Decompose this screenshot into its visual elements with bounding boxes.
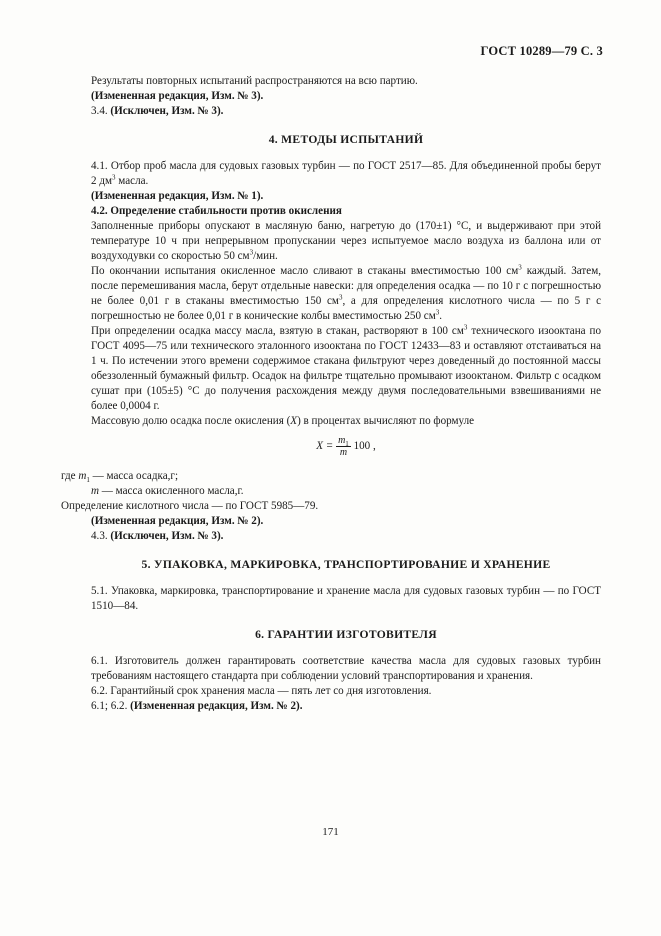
formula xyxy=(91,435,601,465)
clause-4-2-para-3: При определении осадка массу масла, взятую в стакан, растворяют в 100 $см^3$ технического изооктана по ГОСТ 4095—75 или технического эталонного изооктана по ГОСТ 12433—83 и оставляют отстаиваться на 1 ч. По истечении этого времени содержимое стакана фильтруют через доведенный до постоянной массы обеззоленный бумажный фильтр. Осадок на фильтре тщательно промывают изооктаном. Фильтр с осадком сушат при (105±5) °С до получения расхождения между двумя последовательными взвешиваниями не более 0,0004 г. xyxy=(91,323,601,412)
clause-5-1: 5.1. Упаковка, маркировка, транспортирование и хранение масла для судовых газовых турбин — по ГОСТ 1510—84. xyxy=(91,585,601,612)
page-number: 171 xyxy=(322,826,339,838)
clause-6-amend: 6.1; 6.2. (Измененная редакция, Изм. № 2). xyxy=(91,700,303,712)
clause-4-3: 4.3. (Исключен, Изм. № 3). xyxy=(91,530,224,542)
formula-rhs: 100 , xyxy=(353,440,376,453)
section-4-heading: 4. МЕТОДЫ ИСПЫТАНИЙ xyxy=(268,133,424,146)
page-header: ГОСТ 10289—79 С. 3 xyxy=(480,44,603,58)
clause-6-1: 6.1. Изготовитель должен гарантировать соответствие качества масла для судовых газовых турбин требованиям настоящего стандарта при соблюдении условий транспортирования и хранения. xyxy=(91,655,601,682)
amendment-note: (Измененная редакция, Изм. № 2). xyxy=(91,515,264,527)
formula-lhs: X = xyxy=(316,440,334,453)
clause-4-2-para-4: Массовую долю осадка после окисления (X) в процентах вычисляют по формуле xyxy=(91,415,475,427)
paragraph-results: Результаты повторных испытаний распространяются на всю партию. xyxy=(91,75,418,87)
formula-fraction: $\frac{m_1}{m}$ xyxy=(338,435,349,458)
formula-legend-m1: где $m_1$ — масса осадка,г; xyxy=(61,470,179,485)
section-5-heading: 5. УПАКОВКА, МАРКИРОВКА, ТРАНСПОРТИРОВАНИЕ И ХРАНЕНИЕ xyxy=(141,558,551,571)
clause-3-4: 3.4. (Исключен, Изм. № 3). xyxy=(91,105,224,117)
clause-4-2-para-1: Заполненные приборы опускают в масляную баню, нагретую до (170±1) °С, и выдерживают при этой температуре 10 ч при непрерывном пропускании через испытуемое масло воздуха из баллона или от воздуходувки со скоростью 50 $см^3$/мин. xyxy=(91,220,601,262)
clause-4-2-title: 4.2. Определение стабильности против окисления xyxy=(91,205,342,217)
clause-4-2-para-2: По окончании испытания окисленное масло сливают в стаканы вместимостью 100 $см^3$ каждый. Затем, после перемешивания масла, берут отдельные навески: для определения осадка — по 10 г с погрешностью не более 0,01 г в стаканы вместимостью 150 $см^3$, а для определения кислотного числа — по 5 г с погрешностью не более 0,01 г в конические колбы вместимостью 250 $см^3$. xyxy=(91,263,601,322)
amendment-note: (Измененная редакция, Изм. № 3). xyxy=(91,90,264,102)
amendment-note: (Измененная редакция, Изм. № 1). xyxy=(91,190,264,202)
document-body xyxy=(61,74,601,714)
section-6-heading: 6. ГАРАНТИИ ИЗГОТОВИТЕЛЯ xyxy=(255,628,437,641)
clause-6-2: 6.2. Гарантийный срок хранения масла — пять лет со дня изготовления. xyxy=(91,685,432,697)
formula-legend-m: m — масса окисленного масла,г. xyxy=(91,485,244,497)
clause-4-1: 4.1. Отбор проб масла для судовых газовых турбин — по ГОСТ 2517—85. Для объединенной пробы берут 2 $дм^3$ масла. xyxy=(91,160,601,187)
acid-number: Определение кислотного числа — по ГОСТ 5985—79. xyxy=(61,500,319,512)
